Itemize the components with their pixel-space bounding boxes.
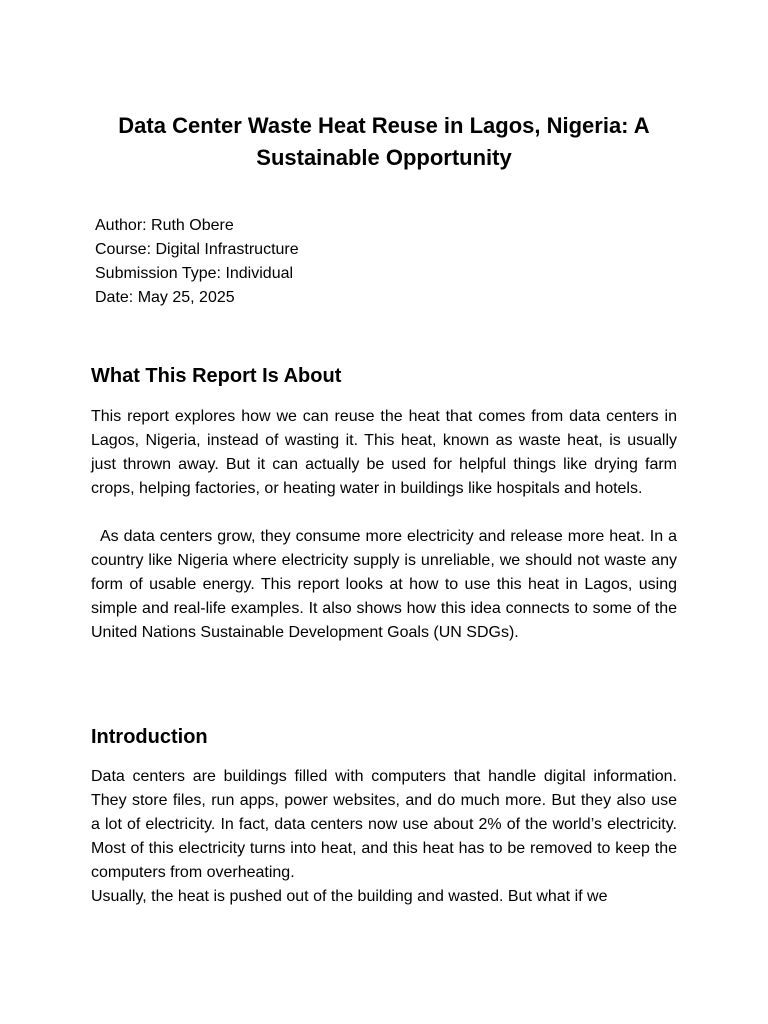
section-heading-about: What This Report Is About [91,365,342,387]
meta-author: Author: Ruth Obere [95,217,234,234]
section-heading-introduction: Introduction [91,726,208,748]
document-title: Data Center Waste Heat Reuse in Lagos, Nigeria: A Sustainable Opportunity [118,113,650,170]
about-paragraph-2 [91,525,677,645]
introduction-paragraph-2: Usually, the heat is pushed out of the building and wasted. But what if we [91,888,608,905]
about-paragraph-2-text: As data centers grow, they consume more electricity and release more heat. In a country like Nigeria where electricity supply is unreliable, we should not waste any form of usable energy. This report looks at how to use this heat in Lagos, using simple and real-life examples. It also shows how this idea connects to some of the United Nations Sustainable Development Goals (UN SDGs). [91,528,677,641]
about-paragraph-1: This report explores how we can reuse the heat that comes from data centers in Lagos, Nigeria, instead of wasting it. This heat, known as waste heat, is usually just thrown away. But it can actually be used for helpful things like drying farm crops, helping factories, or heating water in buildings like hospitals and hotels. [91,408,677,497]
introduction-paragraph-1: Data centers are buildings filled with computers that handle digital information. They store files, run apps, power websites, and do much more. But they also use a lot of electricity. In fact, data centers now use about 2% of the world’s electricity. Most of this electricity turns into heat, and this heat has to be removed to keep the computers from overheating. [91,768,677,881]
meta-submission-type: Submission Type: Individual [95,265,294,282]
document-metadata [95,214,299,310]
meta-date: Date: May 25, 2025 [95,289,235,306]
meta-course: Course: Digital Infrastructure [95,241,299,258]
